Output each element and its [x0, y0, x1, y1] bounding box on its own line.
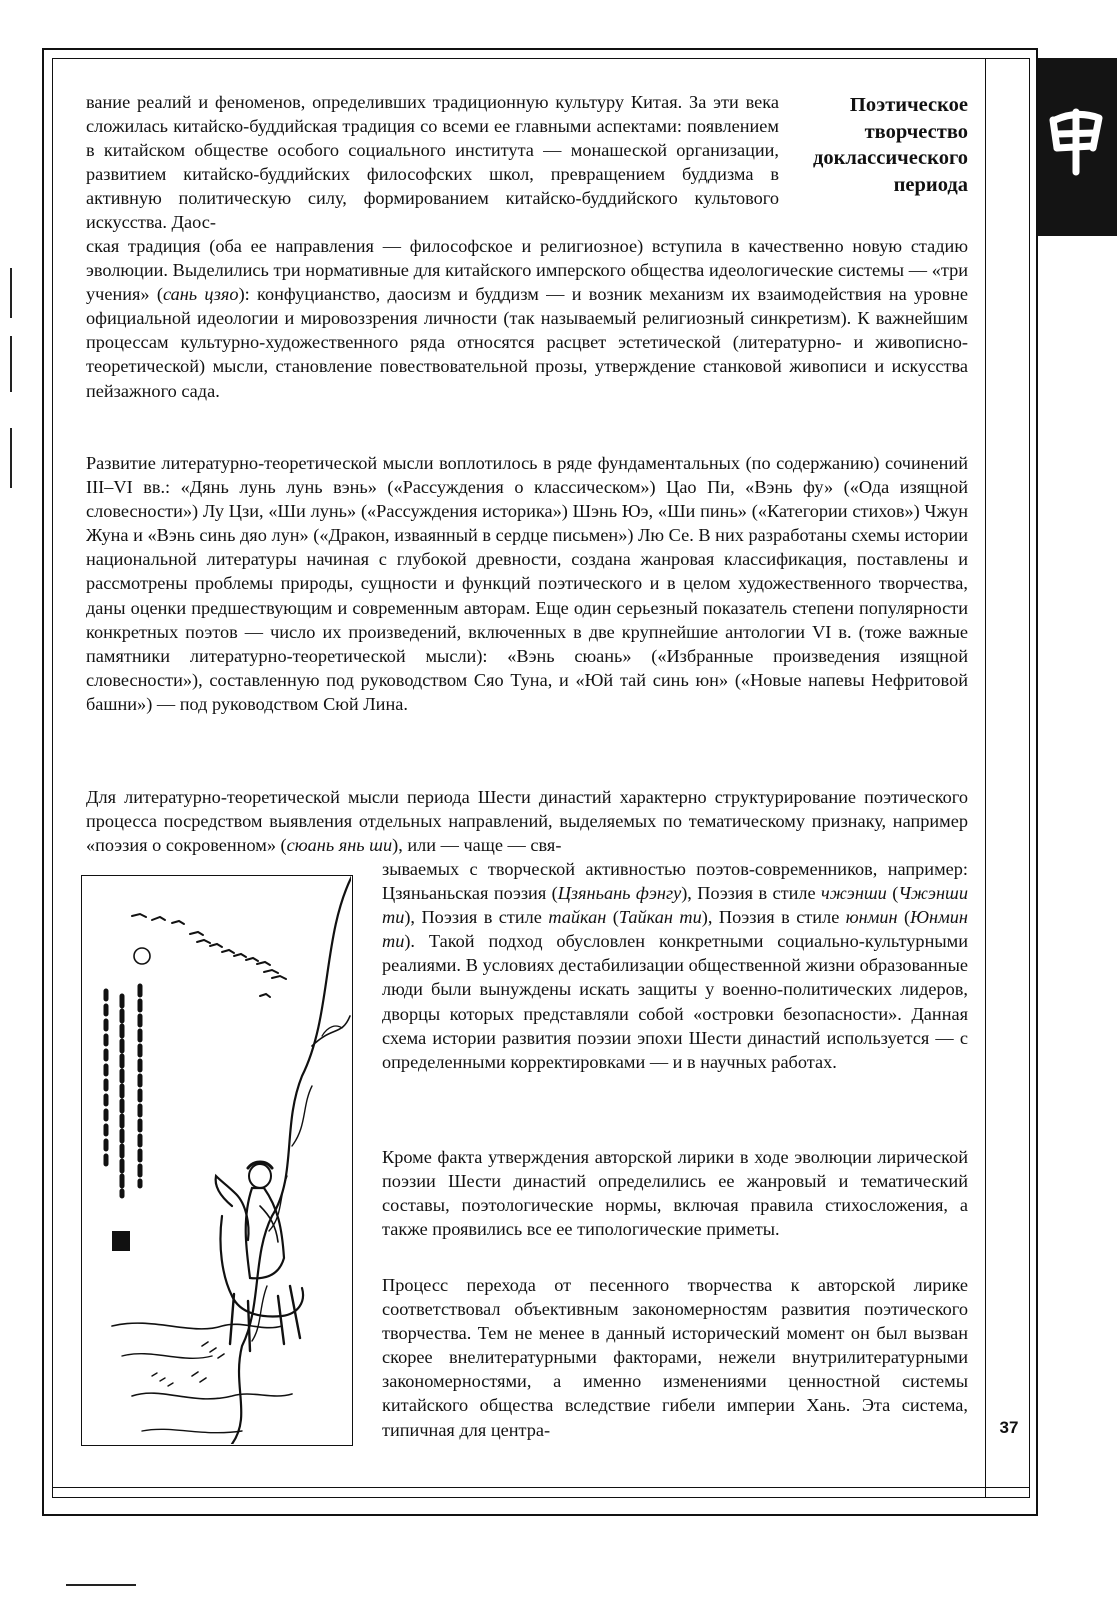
ink-painting-rider-on-donkey-icon	[81, 875, 353, 1446]
section-heading: Поэтическое творчество доклассического периода	[812, 94, 968, 196]
italic-term: Юнмин ти	[382, 907, 968, 952]
italic-term: Тайкан ти	[618, 907, 702, 928]
scan-mark	[66, 1584, 136, 1586]
paragraph-2: ская традиция (оба ее направления — философское и религиозное) вступила в качественно новую стадию эволюции. Выделились три нормативные для китайского имперского общества идеологические системы — «три учения» (сань цзяо): конфуцианство, даосизм и буддизм — и возник механизм их взаимодействия на уровне официальной идеологии и мировоззрения личности (так называемый религиозный синкретизм). К важнейшим процессам культурно-художественного ряда относятся расцвет эстетической (литературно- и живописно-теоретической) мысли, становление повествовательной прозы, утверждение станковой живописи и искусства пейзажного сада.	[86, 236, 968, 401]
page-number: 37	[999, 1418, 1019, 1437]
paragraph-6: Кроме факта утверждения авторской лирики в ходе эволюции лирической поэзии Шести династий определились ее жанровый и тематический составы, поэтологические нормы, включая правила стихосложения, а также проявились все ее типологические приметы.	[382, 1147, 968, 1240]
paragraph-3: Развитие литературно-теоретической мысли воплотилось в ряде фундаментальных (по содержанию) сочинений III–VI вв.: «Дянь лунь лунь вэнь» («Рассуждения о классическом») Цао Пи, «Вэнь фу» («Ода изящной словесности») Лу Цзи, «Ши лунь» («Рассуждения историка») Шэнь Юэ, «Ши пинь» («Категории стихов») Чжун Жуна и «Вэнь синь дяо лун» («Дракон, изваянный в сердце письмен») Лю Се. В них разработаны схемы истории национальной литературы начиная с глубокой древности, создана жанровая классификация, поставлены и рассмотрены проблемы природы, сущности и функций поэтического и в целом художественного творчества, даны оценки предшествующим и современным авторам. Еще один серьезный показатель степени популярности конкретных поэтов — число их произведений, включенных в две крупнейшие антологии VI в. (тоже важные памятники литературно-теоретической мысли): «Вэнь сюань» («Избранные произведения изящной словесности»), составленную под руководством Сяо Туна, и «Юй тай синь юн» («Новые напевы Нефритовой башни») — под руководством Сюй Лина.	[86, 453, 968, 714]
paragraph-4: Для литературно-теоретической мысли периода Шести династий характерно структурирование поэтического процесса посредством выявления отдельных направлений, выделяемых по тематическому признаку, например «поэзия о сокровенном» (сюань янь ши), или — чаще — свя-	[86, 787, 968, 856]
paragraph-7: Процесс перехода от песенного творчества к авторской лирике соответствовал объективным закономерностям развития поэтического творчества. Тем не менее в данный исторический момент он был вызван скорее внелитературными факторами, нежели внутрилитературными закономерностями, а именно изменениями ценностной системы китайского общества вследствие гибели империи Хань. Эта система, типичная для центра-	[382, 1275, 968, 1440]
italic-term: Цзяньань фэнгу	[557, 883, 682, 904]
frame-bottom-rule	[52, 1487, 1030, 1488]
scan-mark	[10, 268, 12, 318]
chinese-character-jia-icon	[1043, 98, 1109, 178]
italic-term: тайкан	[548, 907, 607, 928]
paragraph-5: зываемых с творческой активностью поэтов-современников, например: Цзяньаньская поэзия (Цзяньань фэнгу), Поэзия в стиле чжэнши (Чжэнши ти), Поэзия в стиле тайкан (Тайкан ти), Поэзия в стиле юнмин (Юнмин ти). Такой подход обусловлен конкретными социально-культурными реалиями. В условиях дестабилизации общественной жизни образованные люди были вынуждены искать защиты у военно-политических лидеров, дворцы которых представляли собой «островки безопасности». Данная схема истории развития поэзии эпохи Шести династий используется — с определенными корректировками — и в научных работах.	[382, 859, 968, 1072]
scan-mark	[10, 336, 12, 392]
scan-mark	[10, 428, 12, 488]
italic-term: сюань янь ши	[286, 835, 393, 856]
italic-term: Чжэнши ти	[382, 883, 968, 928]
italic-term: сань цзяо	[162, 284, 239, 305]
paragraph-1: вание реалий и феноменов, определивших традиционную культуру Китая. За эти века сложилась китайско-буддийская традиция со всеми ее главными аспектами: появлением в китайском обществе особого социального института — монашеской организации, развитием китайско-буддийских философских школ, превращением буддизма в активную политическую силу, формированием китайско-буддийского культового искусства. Даос-	[86, 92, 779, 233]
italic-term: юнмин	[845, 907, 898, 928]
frame-right-rule	[985, 58, 986, 1498]
italic-term: чжэнши	[821, 883, 887, 904]
